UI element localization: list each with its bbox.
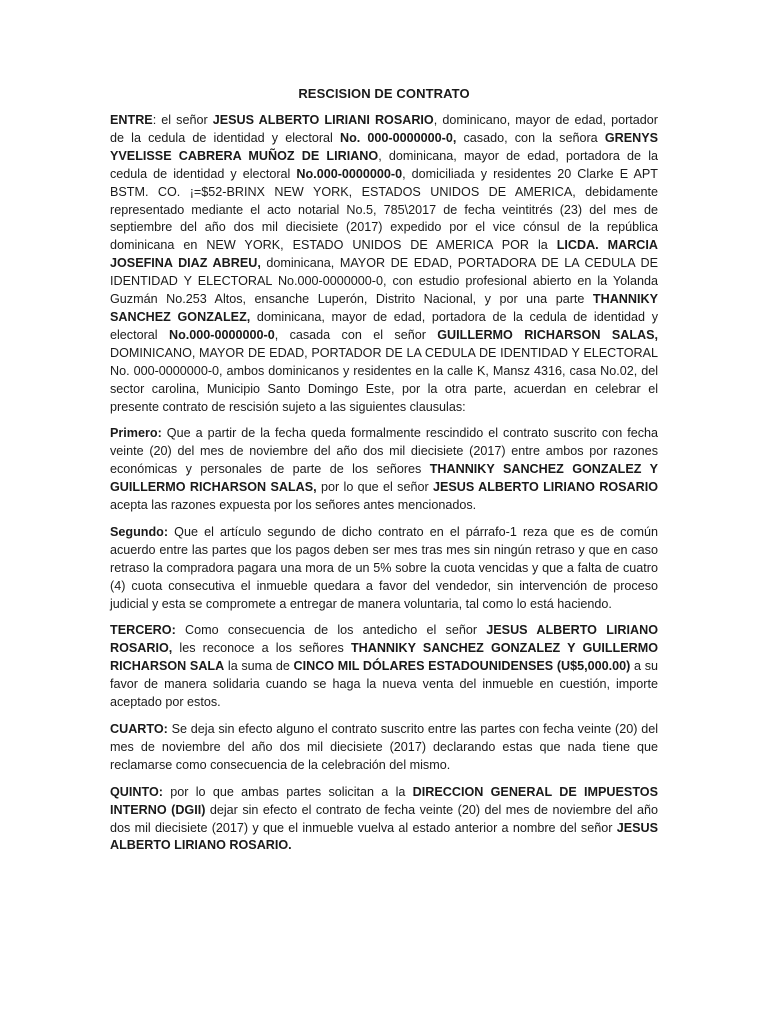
bold-text-run: JESUS ALBERTO LIRIANO ROSARIO. — [110, 820, 658, 853]
bold-text-run: LICDA. MARCIA JOSEFINA DIAZ ABREU, — [110, 238, 659, 271]
bold-text-run: THANNIKY SANCHEZ GONZALEZ, — [110, 292, 658, 324]
bold-text-run: JESUS ALBERTO LIRIANO ROSARIO — [432, 480, 658, 495]
bold-text-run: THANNIKY SANCHEZ GONZALEZ Y GUILLERMO RICHARSON SALAS, — [110, 462, 658, 495]
paragraph-cuarto — [110, 721, 658, 775]
text-run: acepta las razones expuesta por los señores antes mencionados. — [110, 498, 477, 513]
paragraph-primero — [110, 425, 658, 515]
text-run: dejar sin efecto el contrato de fecha veinte (20) del mes de noviembre del año dos mil diecisiete (2017) y que el inmueble vuelva al estado anterior a nombre del señor — [110, 802, 658, 835]
bold-text-run: Segundo: — [110, 524, 169, 539]
text-run: por lo que el señor — [316, 480, 433, 495]
paragraph-segundo — [110, 524, 658, 614]
bold-text-run: JESUS ALBERTO LIRIANO ROSARIO, — [110, 623, 658, 656]
text-run: Como consecuencia de los antedicho el señor — [175, 623, 487, 638]
bold-text-run: CUARTO: — [110, 722, 168, 736]
bold-text-run: QUINTO: — [110, 784, 163, 799]
paragraph-entre — [110, 112, 658, 416]
text-run: : el señor — [152, 113, 213, 127]
bold-text-run: TERCERO: — [110, 623, 176, 638]
document-title: RESCISION DE CONTRATO — [298, 86, 470, 101]
bold-text-run: No. 000-0000000-0, — [339, 130, 457, 145]
paragraph-tercero — [110, 622, 658, 712]
text-run: les reconoce a los señores — [172, 641, 351, 656]
bold-text-run: DIRECCION GENERAL DE IMPUESTOS INTERNO (DGII) — [110, 784, 658, 817]
text-run: DOMINICANO, MAYOR DE EDAD, PORTADOR DE LA CEDULA DE IDENTIDAD Y ELECTORAL No. 000-0000000-0, ambos dominicanos y residentes en la calle K, Mansz 4316, casa No.02, del sector carolina, Municipio Santo Domingo Este, por la otra parte, acuerdan en celebrar el presente contrato de rescisión sujeto a las siguientes clausulas: — [110, 345, 658, 414]
bold-text-run: No.000-0000000-0 — [296, 166, 403, 181]
bold-text-run: No.000-0000000-0 — [168, 327, 275, 342]
text-run: dominicana, MAYOR DE EDAD, PORTADORA DE LA CEDULA DE IDENTIDAD Y ELECTORAL No.000-0000000-0, con estudio profesional abierto en la Yolanda Guzmán No.253 Altos, ensanche Luperón, Distrito Nacional, y por una parte — [110, 256, 658, 307]
bold-text-run: GUILLERMO RICHARSON SALAS, — [437, 327, 659, 342]
text-run: Se deja sin efecto alguno el contrato suscrito entre las partes con fecha veinte (20) del mes de noviembre del año dos mil diecisiete (2017) declarando estas que nada tiene que reclamarse como consecuencia de la celebración del mismo. — [110, 722, 658, 772]
text-run: la suma de — [224, 659, 294, 674]
text-run: , domiciliada y residentes 20 Clarke E APT BSTM. CO. ¡=$52-BRINX NEW YORK, ESTADOS UNIDOS DE AMERICA, debidamente representado mediante el acto notarial No.5, 785\2017 de fecha veintitrés (23) del mes de septiembre del año dos mil diecisiete (2017) expedido por el vice cónsul de la república dominicana en NEW YORK, ESTADO UNIDOS DE AMERICA POR la — [110, 166, 658, 253]
text-run: , dominicana, mayor de edad, portadora de la cedula de identidad y electoral — [110, 148, 658, 181]
text-run: dominicana, mayor de edad, portadora de la cedula de identidad y electoral — [110, 309, 658, 342]
text-run: casado, con la señora — [456, 130, 605, 145]
bold-text-run: CINCO MIL DÓLARES ESTADOUNIDENSES (U$5,000.00) — [293, 659, 631, 674]
text-run: a su favor de manera solidaria cuando se haga la nueva venta del inmueble en cuestión, importe aceptado por estos. — [110, 659, 658, 710]
text-run: , dominicano, mayor de edad, portador de la cedula de identidad y electoral — [110, 113, 658, 145]
bold-text-run: Primero: — [110, 426, 162, 441]
paragraph-quinto — [110, 784, 658, 856]
bold-text-run: THANNIKY SANCHEZ GONZALEZ Y GUILLERMO RICHARSON SALA — [110, 641, 658, 674]
bold-text-run: JESUS ALBERTO LIRIANI ROSARIO — [212, 113, 434, 127]
bold-text-run: ENTRE — [110, 113, 153, 127]
text-run: por lo que ambas partes solicitan a la — [162, 784, 413, 799]
text-run: Que a partir de la fecha queda formalmente rescindido el contrato suscrito con fecha veinte (20) del mes de noviembre del año dos mil diecisiete (2017) entre ambos por razones económicas y personales de parte de los señores — [110, 426, 658, 477]
text-run: , casada con el señor — [274, 327, 438, 342]
text-run: Que el artículo segundo de dicho contrato en el párrafo-1 reza que es de común acuerdo entre las partes que los pagos deben ser mes tras mes sin ningún retraso y que en caso retraso la compradora pagara una mora de un 5% sobre la cuota vencidas y que a falta de cuatro (4) cuota consecutiva el inmueble quedara a favor del vendedor, sin intervención de proceso judicial y esta se compromete a entregar de manera voluntaria, tal como lo está haciendo. — [110, 524, 658, 611]
bold-text-run: GRENYS YVELISSE CABRERA MUÑOZ DE LIRIANO — [110, 130, 659, 163]
